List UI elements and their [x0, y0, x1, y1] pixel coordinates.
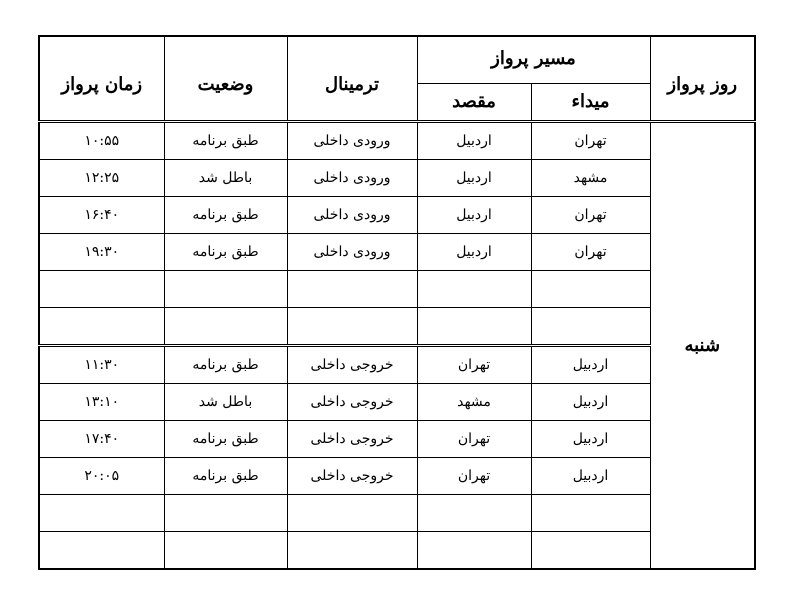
header-destination: مقصد — [417, 84, 531, 122]
empty-row — [39, 532, 755, 570]
destination-cell: اردبیل — [417, 122, 531, 160]
status-cell: طبق برنامه — [164, 458, 287, 495]
flight-time-cell: ۱۰:۵۵ — [39, 122, 164, 160]
empty-cell — [164, 495, 287, 532]
terminal-cell: خروجی داخلی — [287, 458, 417, 495]
empty-cell — [531, 532, 650, 570]
empty-cell — [164, 532, 287, 570]
header-status: وضعیت — [164, 36, 287, 122]
destination-cell: تهران — [417, 458, 531, 495]
origin-cell: اردبیل — [531, 346, 650, 384]
status-cell: طبق برنامه — [164, 122, 287, 160]
terminal-cell: خروجی داخلی — [287, 346, 417, 384]
flight-time-cell: ۱۶:۴۰ — [39, 197, 164, 234]
table-row — [39, 234, 755, 271]
origin-cell: اردبیل — [531, 421, 650, 458]
status-cell: باطل شد — [164, 384, 287, 421]
empty-row — [39, 271, 755, 308]
empty-cell — [39, 495, 164, 532]
destination-cell: تهران — [417, 421, 531, 458]
flight-time-cell: ۱۱:۳۰ — [39, 346, 164, 384]
empty-cell — [531, 271, 650, 308]
origin-cell: مشهد — [531, 160, 650, 197]
table-row — [39, 122, 755, 160]
empty-cell — [39, 308, 164, 346]
status-cell: طبق برنامه — [164, 234, 287, 271]
table-row — [39, 384, 755, 421]
terminal-cell: خروجی داخلی — [287, 421, 417, 458]
flight-schedule-table — [38, 35, 756, 570]
status-cell: طبق برنامه — [164, 197, 287, 234]
header-flight-route: مسیر پرواز — [417, 36, 650, 84]
destination-cell: اردبیل — [417, 197, 531, 234]
destination-cell: اردبیل — [417, 234, 531, 271]
flight-day-cell: شنبه — [650, 122, 755, 570]
empty-cell — [39, 271, 164, 308]
empty-cell — [39, 532, 164, 570]
empty-cell — [287, 308, 417, 346]
header-terminal: ترمینال — [287, 36, 417, 122]
header-origin: میداء — [531, 84, 650, 122]
empty-row — [39, 495, 755, 532]
empty-cell — [287, 271, 417, 308]
empty-cell — [164, 271, 287, 308]
flight-time-cell: ۱۹:۳۰ — [39, 234, 164, 271]
table-row — [39, 160, 755, 197]
origin-cell: اردبیل — [531, 384, 650, 421]
status-cell: طبق برنامه — [164, 346, 287, 384]
flight-time-cell: ۲۰:۰۵ — [39, 458, 164, 495]
origin-cell: تهران — [531, 197, 650, 234]
empty-row — [39, 308, 755, 346]
destination-cell: اردبیل — [417, 160, 531, 197]
empty-cell — [531, 308, 650, 346]
table-row — [39, 421, 755, 458]
terminal-cell: ورودی داخلی — [287, 122, 417, 160]
empty-cell — [287, 495, 417, 532]
flight-time-cell: ۱۳:۱۰ — [39, 384, 164, 421]
status-cell: باطل شد — [164, 160, 287, 197]
table-row — [39, 197, 755, 234]
status-cell: طبق برنامه — [164, 421, 287, 458]
header-row-top — [39, 36, 755, 84]
terminal-cell: خروجی داخلی — [287, 384, 417, 421]
destination-cell: تهران — [417, 346, 531, 384]
terminal-cell: ورودی داخلی — [287, 197, 417, 234]
empty-cell — [287, 532, 417, 570]
origin-cell: اردبیل — [531, 458, 650, 495]
header-flight-day: روز پرواز — [650, 36, 755, 122]
terminal-cell: ورودی داخلی — [287, 160, 417, 197]
empty-cell — [417, 271, 531, 308]
empty-cell — [417, 308, 531, 346]
empty-cell — [417, 495, 531, 532]
table-row — [39, 346, 755, 384]
header-flight-time: زمان پرواز — [39, 36, 164, 122]
table-row — [39, 458, 755, 495]
terminal-cell: ورودی داخلی — [287, 234, 417, 271]
origin-cell: تهران — [531, 122, 650, 160]
empty-cell — [164, 308, 287, 346]
origin-cell: تهران — [531, 234, 650, 271]
flight-time-cell: ۱۷:۴۰ — [39, 421, 164, 458]
flight-time-cell: ۱۲:۲۵ — [39, 160, 164, 197]
empty-cell — [531, 495, 650, 532]
empty-cell — [417, 532, 531, 570]
destination-cell: مشهد — [417, 384, 531, 421]
